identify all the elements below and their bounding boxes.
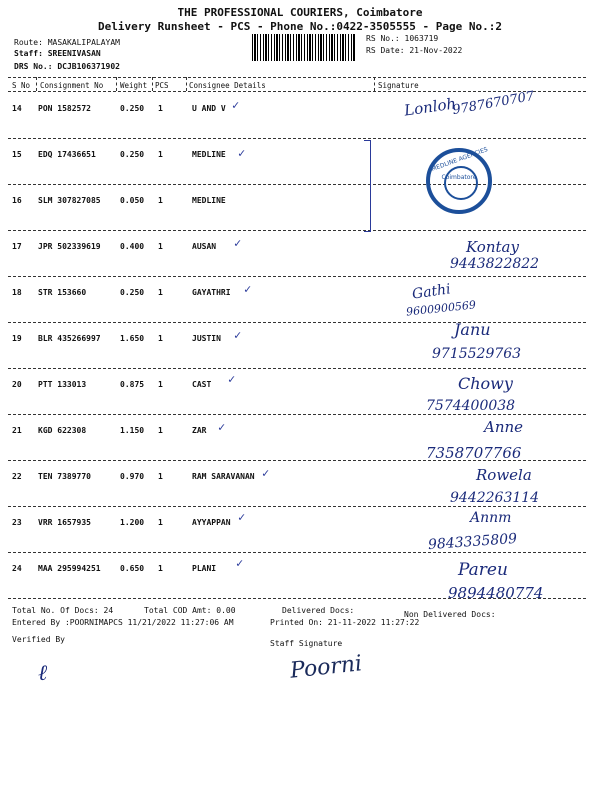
drs-number: DRS No.: DCJB106371902 [14, 62, 120, 71]
row-sno: 14 [12, 104, 22, 113]
row-pcs: 1 [158, 104, 163, 113]
row-details: ZAR [192, 426, 207, 435]
runsheet-title: Delivery Runsheet - PCS - Phone No.:0422-3505555 - Page No.:2 [98, 20, 502, 33]
signature-name: Anne [484, 418, 524, 436]
col-divider [374, 77, 375, 91]
col-header-signature: Signature [378, 81, 419, 90]
row-sno: 17 [12, 242, 22, 251]
col-divider [152, 77, 153, 91]
row-details: AYYAPPAN [192, 518, 231, 527]
delivered-docs: Delivered Docs: [282, 606, 355, 615]
row-weight: 0.875 [120, 380, 145, 389]
row-sno: 21 [12, 426, 22, 435]
signature-phone: 7574400038 [426, 398, 516, 414]
check-mark-icon: ✓ [244, 282, 252, 296]
signature-name: Pareu [458, 560, 508, 580]
row-consignment: BLR 435266997 [38, 334, 101, 343]
signature-phone: 9442263114 [450, 490, 540, 506]
signature-phone: 9843335809 [427, 530, 518, 554]
check-mark-icon: ✓ [236, 556, 244, 570]
signature-phone: 9600900569 [405, 298, 477, 319]
check-mark-icon: ✓ [218, 420, 226, 434]
row-details: CAST [192, 380, 212, 389]
row-sno: 23 [12, 518, 22, 527]
row-sno: 16 [12, 196, 22, 205]
row-pcs: 1 [158, 472, 163, 481]
row-pcs: 1 [158, 288, 163, 297]
col-divider [116, 77, 117, 91]
row-details: GAYATHRI [192, 288, 231, 297]
row-divider [8, 230, 586, 231]
signature-phone: 7358707766 [426, 444, 522, 462]
col-header-details: Consignee Details [189, 81, 266, 90]
header-top-rule [8, 77, 586, 78]
row-consignment: EDQ 17436651 [38, 150, 96, 159]
signature-phone: 9894480774 [448, 584, 544, 602]
check-mark-icon: ✓ [238, 146, 246, 160]
signature-name: Lonloh [403, 94, 458, 120]
row-details: RAM SARAVANAN [192, 472, 255, 481]
row-divider [8, 276, 586, 277]
verified-by-label: Verified By [12, 635, 65, 644]
row-details: AUSAN [192, 242, 217, 251]
col-header-weight: Weight [120, 81, 148, 90]
row-weight: 1.150 [120, 426, 145, 435]
signature-phone: 9715529763 [432, 346, 522, 362]
signature-name: Gathi [411, 281, 452, 303]
check-mark-icon: ✓ [238, 510, 246, 524]
non-delivered-docs: Non Delivered Docs: [404, 610, 496, 619]
row-sno: 18 [12, 288, 22, 297]
row-divider [8, 506, 586, 507]
row-weight: 1.650 [120, 334, 145, 343]
row-weight: 0.250 [120, 104, 145, 113]
printed-on: Printed On: 21-11-2022 11:27:22 [270, 618, 420, 627]
row-pcs: 1 [158, 518, 163, 527]
row-consignment: KGD 622308 [38, 426, 87, 435]
signature-name: Janu [454, 320, 491, 339]
row-consignment: VRR 1657935 [38, 518, 91, 527]
bracket-mark [364, 140, 371, 232]
staff-signature: Poorni [288, 651, 364, 684]
row-weight: 0.400 [120, 242, 145, 251]
col-divider [36, 77, 37, 91]
rs-date: RS Date: 21-Nov-2022 [366, 46, 463, 55]
row-divider [8, 414, 586, 415]
table-row [0, 184, 600, 230]
row-pcs: 1 [158, 426, 163, 435]
col-divider [186, 77, 187, 91]
row-sno: 24 [12, 564, 22, 573]
col-header-sno: S No [12, 81, 31, 90]
row-pcs: 1 [158, 564, 163, 573]
row-weight: 0.650 [120, 564, 145, 573]
row-consignment: TEN 7389770 [38, 472, 91, 481]
signature-phone: 9443822822 [450, 256, 540, 272]
row-consignment: SLM 307827085 [38, 196, 101, 205]
table-row [0, 138, 600, 184]
row-divider [8, 184, 586, 185]
row-consignment: STR 153660 [38, 288, 87, 297]
row-pcs: 1 [158, 380, 163, 389]
total-cod: Total COD Amt: 0.00 [144, 606, 236, 615]
row-weight: 0.250 [120, 150, 145, 159]
row-sno: 20 [12, 380, 22, 389]
row-sno: 22 [12, 472, 22, 481]
row-consignment: JPR 502339619 [38, 242, 101, 251]
col-header-consignment: Consignment No [40, 81, 104, 90]
row-details: U AND V [192, 104, 226, 113]
row-pcs: 1 [158, 242, 163, 251]
total-docs: Total No. Of Docs: 24 [12, 606, 114, 615]
row-consignment: PTT 133013 [38, 380, 87, 389]
verified-signature-mark: ℓ [38, 661, 48, 686]
row-divider [8, 552, 586, 553]
staff-label: Staff: SREENIVASAN [14, 49, 101, 58]
row-weight: 0.050 [120, 196, 145, 205]
row-weight: 0.970 [120, 472, 145, 481]
row-consignment: MAA 295994251 [38, 564, 101, 573]
row-divider [8, 368, 586, 369]
row-weight: 1.200 [120, 518, 145, 527]
row-divider [8, 138, 586, 139]
col-header-pcs: PCS [155, 81, 169, 90]
row-consignment: PON 1582572 [38, 104, 91, 113]
company-title: THE PROFESSIONAL COURIERS, Coimbatore [177, 6, 423, 19]
stamp-inner-ring [444, 166, 478, 200]
row-divider [8, 322, 586, 323]
staff-signature-label: Staff Signature [270, 639, 343, 648]
row-pcs: 1 [158, 150, 163, 159]
signature-phone: 9787670707 [451, 88, 536, 119]
row-weight: 0.250 [120, 288, 145, 297]
check-mark-icon: ✓ [232, 98, 240, 112]
stamp-city: Coimbatore [441, 174, 477, 181]
table-row [0, 276, 600, 322]
row-pcs: 1 [158, 334, 163, 343]
check-mark-icon: ✓ [234, 328, 242, 342]
row-pcs: 1 [158, 196, 163, 205]
signature-name: Annm [470, 510, 512, 526]
barcode [252, 34, 356, 61]
entered-by: Entered By :POORNIMAPCS 11/21/2022 11:27:06 AM [12, 618, 234, 627]
row-details: MEDLINE [192, 150, 226, 159]
rs-number: RS No.: 1063719 [366, 34, 439, 43]
row-sno: 19 [12, 334, 22, 343]
stamp-text: MEDLINE AGENCIES [430, 146, 489, 173]
row-details: JUSTIN [192, 334, 221, 343]
row-details: MEDLINE [192, 196, 226, 205]
signature-name: Chowy [458, 374, 513, 393]
signature-name: Kontay [466, 238, 519, 256]
route-label: Route: MASAKALIPALAYAM [14, 38, 120, 47]
row-sno: 15 [12, 150, 22, 159]
check-mark-icon: ✓ [228, 372, 236, 386]
signature-name: Rowela [476, 466, 532, 484]
check-mark-icon: ✓ [234, 236, 242, 250]
row-details: PLANI [192, 564, 217, 573]
check-mark-icon: ✓ [262, 466, 270, 480]
